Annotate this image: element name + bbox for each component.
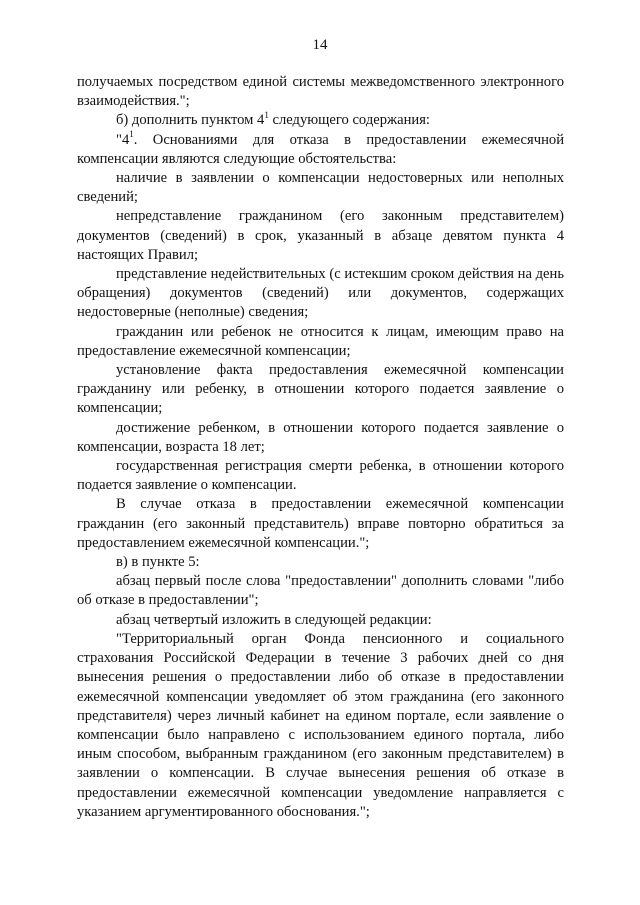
paragraph-ground-5: установление факта предоставления ежемесячной компенсации гражданину или ребенку, в отношении которого подается заявление о компенсации; (77, 362, 564, 417)
paragraph-ground-7: государственная регистрация смерти ребенка, в отношении которого подается заявление о компенсации. (77, 458, 564, 494)
paragraph-new-wording: "Территориальный орган Фонда пенсионного и социального страхования Российской Федерации в течение 3 рабочих дней со дня вынесения решения о предоставлении либо об отказе в предоставлении ежемесячной компенсации уведомляет об этом гражданина (его законного представителя) через личный кабинет на едином портале, если заявление о компенсации было направлено с использованием единого портала, либо иным способом, выбранным гражданином (его законным представителем) в заявлении о компенсации. В случае вынесения решения об отказе в предоставлении ежемесячной компенсации уведомление направляется с указанием аргументированного обоснования."; (77, 630, 564, 820)
paragraph-ground-6: достижение ребенком, в отношении которого подается заявление о компенсации, возраста 18 лет; (77, 419, 564, 455)
paragraph-fourth-abzac: абзац четвертый изложить в следующей редакции: (116, 611, 432, 628)
paragraph-ground-2: непредставление гражданином (его законным представителем) документов (сведений) в срок, указанный в абзаце девятом пункта 4 настоящих Правил; (77, 208, 564, 263)
paragraph-point-4-1: "$4^1$. Основаниями для отказа в предоставлении ежемесячной компенсации являются следующие обстоятельства: (77, 128, 564, 167)
paragraph-first-abzac: абзац первый после слова "предоставлении" дополнить словами "либо об отказе в предоставлении"; (77, 573, 564, 609)
page-number: 14 (312, 37, 328, 53)
paragraph-ground-3: представление недействительных (с истекшим сроком действия на день обращения) документов (сведений) или документов, содержащих недостоверные (неполные) сведения; (77, 266, 564, 321)
paragraph-ground-4: гражданин или ребенок не относится к лицам, имеющим право на предоставление ежемесячной компенсации; (77, 323, 564, 359)
superscript: 1 (264, 109, 269, 120)
paragraph-subitem-b: б) дополнить пунктом $4^1$ следующего содержания: (116, 109, 430, 129)
paragraph-continuation: получаемых посредством единой системы межведомственного электронного взаимодействия."; (77, 74, 564, 110)
superscript: 1 (129, 128, 134, 139)
paragraph-ground-1: наличие в заявлении о компенсации недостоверных или неполных сведений; (77, 170, 564, 206)
paragraph-subitem-v: в) в пункте 5: (116, 554, 200, 571)
document-body (77, 73, 564, 822)
paragraph-refusal-right: В случае отказа в предоставлении ежемесячной компенсации гражданин (его законный представитель) вправе повторно обратиться за предоставлением ежемесячной компенсации."; (77, 496, 564, 551)
